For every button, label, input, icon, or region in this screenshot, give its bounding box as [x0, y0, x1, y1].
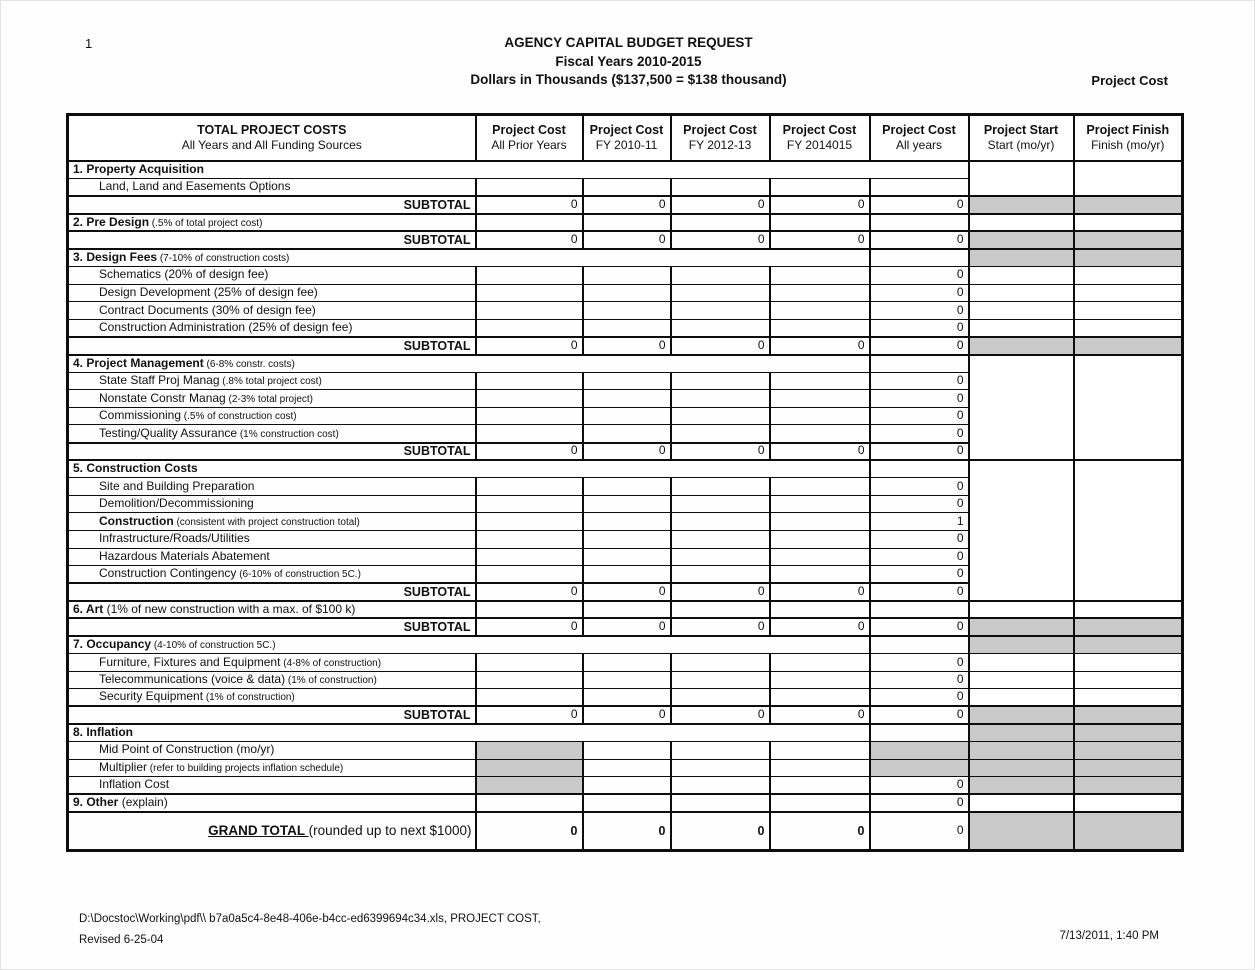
start-cell	[969, 742, 1074, 760]
subtotal-label: SUBTOTAL	[68, 337, 476, 355]
finish-cell	[1074, 654, 1183, 672]
value-cell	[671, 179, 770, 197]
subtotal-label: SUBTOTAL	[68, 618, 476, 636]
value-cell: 0	[671, 337, 770, 355]
table-row	[68, 302, 1183, 320]
document-footer	[79, 909, 541, 951]
value-cell	[583, 284, 671, 302]
value-cell: 0	[671, 583, 770, 601]
start-cell	[969, 267, 1074, 285]
value-cell: 0	[583, 583, 671, 601]
table-row	[68, 777, 1183, 795]
value-cell: 0	[870, 319, 969, 337]
table-row	[68, 812, 1183, 851]
value-cell: 0	[870, 425, 969, 443]
value-cell	[476, 319, 583, 337]
column-header: Project Cost All Prior Years	[476, 115, 583, 162]
value-cell	[583, 267, 671, 285]
table-row	[68, 671, 1183, 689]
subtotal-label: SUBTOTAL	[68, 231, 476, 249]
value-cell: 0	[671, 196, 770, 214]
value-cell	[583, 214, 671, 232]
finish-cell	[1074, 284, 1183, 302]
value-cell	[671, 794, 770, 812]
start-cell	[969, 284, 1074, 302]
value-cell	[671, 390, 770, 408]
table-row	[68, 196, 1183, 214]
value-cell	[671, 372, 770, 390]
finish-cell	[1074, 759, 1183, 777]
value-cell	[770, 566, 870, 584]
value-cell: 0	[870, 566, 969, 584]
value-cell	[476, 407, 583, 425]
value-cell	[671, 777, 770, 795]
finish-cell	[1074, 812, 1183, 851]
table-row	[68, 654, 1183, 672]
value-cell: 0	[476, 812, 583, 851]
value-cell	[476, 390, 583, 408]
value-cell	[770, 214, 870, 232]
table-row	[68, 267, 1183, 285]
value-cell	[583, 372, 671, 390]
start-cell	[969, 460, 1074, 601]
value-cell: 0	[870, 337, 969, 355]
document-header	[1, 34, 1255, 90]
value-cell: 0	[870, 267, 969, 285]
start-cell	[969, 319, 1074, 337]
row-label: Construction Contingency (6-10% of construction 5C.)	[68, 566, 476, 584]
value-cell: 0	[671, 231, 770, 249]
column-header: Project Cost FY 2010-11	[583, 115, 671, 162]
value-cell	[671, 319, 770, 337]
value-cell	[583, 759, 671, 777]
value-cell	[671, 284, 770, 302]
value-cell: 0	[770, 337, 870, 355]
value-cell: 0	[770, 583, 870, 601]
value-cell	[476, 425, 583, 443]
table-row	[68, 284, 1183, 302]
value-cell	[870, 460, 969, 478]
footer-timestamp: 7/13/2011, 1:40 PM	[1059, 930, 1159, 942]
row-label: Security Equipment (1% of construction)	[68, 689, 476, 707]
value-cell	[770, 742, 870, 760]
value-cell: 0	[870, 478, 969, 496]
value-cell	[770, 179, 870, 197]
value-cell	[476, 742, 583, 760]
value-cell	[770, 478, 870, 496]
value-cell	[476, 267, 583, 285]
value-cell	[770, 548, 870, 566]
value-cell	[476, 513, 583, 531]
row-label: Contract Documents (30% of design fee)	[68, 302, 476, 320]
value-cell: 0	[583, 618, 671, 636]
table-row	[68, 636, 1183, 654]
footer-revision: Revised 6-25-04	[79, 934, 164, 946]
value-cell	[583, 179, 671, 197]
value-cell: 0	[870, 689, 969, 707]
section-label: 1. Property Acquisition	[68, 161, 969, 179]
row-label: Design Development (25% of design fee)	[68, 284, 476, 302]
value-cell	[476, 671, 583, 689]
value-cell	[870, 759, 969, 777]
row-label: Mid Point of Construction (mo/yr)	[68, 742, 476, 760]
row-label: 9. Other (explain)	[68, 794, 476, 812]
page-subtitle-units: Dollars in Thousands ($137,500 = $138 thousand)	[470, 72, 787, 87]
value-cell	[583, 513, 671, 531]
value-cell	[770, 689, 870, 707]
finish-cell	[1074, 319, 1183, 337]
table-row	[68, 337, 1183, 355]
start-cell	[969, 654, 1074, 672]
value-cell	[671, 654, 770, 672]
row-label: Construction (consistent with project construction total)	[68, 513, 476, 531]
value-cell: 0	[770, 196, 870, 214]
value-cell	[870, 636, 969, 654]
value-cell: 0	[770, 443, 870, 461]
value-cell: 0	[671, 812, 770, 851]
value-cell: 0	[870, 654, 969, 672]
value-cell: 0	[671, 706, 770, 724]
start-cell	[969, 671, 1074, 689]
value-cell: 0	[476, 337, 583, 355]
section-label: 3. Design Fees (7-10% of construction costs)	[68, 249, 870, 267]
value-cell	[870, 249, 969, 267]
start-cell	[969, 706, 1074, 724]
value-cell: 0	[583, 706, 671, 724]
column-header: Project Cost FY 2012-13	[671, 115, 770, 162]
value-cell	[476, 530, 583, 548]
value-cell	[770, 759, 870, 777]
value-cell	[476, 654, 583, 672]
row-label: 6. Art (1% of new construction with a max. of $100 k)	[68, 601, 476, 619]
value-cell	[671, 548, 770, 566]
value-cell	[770, 601, 870, 619]
table-row	[68, 161, 1183, 179]
value-cell: 0	[870, 390, 969, 408]
row-label: Land, Land and Easements Options	[68, 179, 476, 197]
value-cell	[583, 302, 671, 320]
value-cell	[770, 390, 870, 408]
table-row	[68, 214, 1183, 232]
value-cell	[870, 214, 969, 232]
start-cell	[969, 777, 1074, 795]
row-label: Furniture, Fixtures and Equipment (4-8% of construction)	[68, 654, 476, 672]
value-cell	[583, 425, 671, 443]
start-cell	[969, 231, 1074, 249]
value-cell	[583, 548, 671, 566]
value-cell: 0	[870, 407, 969, 425]
start-cell	[969, 618, 1074, 636]
value-cell: 0	[476, 443, 583, 461]
finish-cell	[1074, 231, 1183, 249]
finish-cell	[1074, 355, 1183, 461]
value-cell	[583, 407, 671, 425]
table-row	[68, 319, 1183, 337]
value-cell: 0	[870, 706, 969, 724]
value-cell	[770, 777, 870, 795]
start-cell	[969, 249, 1074, 267]
start-cell	[969, 601, 1074, 619]
value-cell	[671, 425, 770, 443]
finish-cell	[1074, 214, 1183, 232]
column-header: TOTAL PROJECT COSTS All Years and All Funding Sources	[68, 115, 476, 162]
row-label: Nonstate Constr Manag (2-3% total project)	[68, 390, 476, 408]
start-cell	[969, 214, 1074, 232]
table-row	[68, 724, 1183, 742]
value-cell	[476, 372, 583, 390]
value-cell: 0	[870, 794, 969, 812]
column-header: Project Finish Finish (mo/yr)	[1074, 115, 1183, 162]
column-header: Project Start Start (mo/yr)	[969, 115, 1074, 162]
row-label: Commissioning (.5% of construction cost)	[68, 407, 476, 425]
value-cell	[770, 319, 870, 337]
value-cell	[671, 302, 770, 320]
value-cell: 0	[870, 443, 969, 461]
start-cell	[969, 196, 1074, 214]
value-cell: 0	[770, 706, 870, 724]
table-row	[68, 759, 1183, 777]
finish-cell	[1074, 249, 1183, 267]
table-row	[68, 355, 1183, 373]
value-cell: 1	[870, 513, 969, 531]
finish-cell	[1074, 267, 1183, 285]
row-label: 2. Pre Design (.5% of total project cost)	[68, 214, 476, 232]
value-cell: 0	[870, 196, 969, 214]
subtotal-label: SUBTOTAL	[68, 706, 476, 724]
value-cell	[671, 530, 770, 548]
subtotal-label: SUBTOTAL	[68, 443, 476, 461]
table-row	[68, 618, 1183, 636]
value-cell: 0	[870, 777, 969, 795]
table-row	[68, 249, 1183, 267]
value-cell	[476, 495, 583, 513]
section-label: 8. Inflation	[68, 724, 870, 742]
value-cell	[870, 179, 969, 197]
value-cell	[770, 267, 870, 285]
value-cell: 0	[770, 231, 870, 249]
table-row	[68, 794, 1183, 812]
value-cell: 0	[870, 284, 969, 302]
start-cell	[969, 794, 1074, 812]
value-cell	[476, 478, 583, 496]
row-label: Multiplier (refer to building projects inflation schedule)	[68, 759, 476, 777]
value-cell	[671, 671, 770, 689]
value-cell: 0	[870, 548, 969, 566]
value-cell	[671, 689, 770, 707]
finish-cell	[1074, 337, 1183, 355]
table-row	[68, 231, 1183, 249]
value-cell	[583, 601, 671, 619]
value-cell	[671, 267, 770, 285]
value-cell	[671, 214, 770, 232]
value-cell	[671, 566, 770, 584]
value-cell: 0	[870, 812, 969, 851]
footer-file-path: D:\Docstoc\Working\pdf\\ b7a0a5c4-8e48-406e-b4cc-ed6399694c34.xls, PROJECT COST,	[79, 913, 541, 925]
value-cell	[476, 566, 583, 584]
value-cell: 0	[583, 812, 671, 851]
table-row	[68, 689, 1183, 707]
row-label: Testing/Quality Assurance (1% construction cost)	[68, 425, 476, 443]
budget-table	[66, 113, 1184, 852]
value-cell	[770, 407, 870, 425]
value-cell	[583, 495, 671, 513]
subtotal-label: SUBTOTAL	[68, 196, 476, 214]
value-cell	[870, 724, 969, 742]
row-label: Schematics (20% of design fee)	[68, 267, 476, 285]
column-header: Project Cost FY 2014015	[770, 115, 870, 162]
table-row	[68, 460, 1183, 478]
finish-cell	[1074, 724, 1183, 742]
value-cell	[583, 794, 671, 812]
value-cell	[583, 654, 671, 672]
table-row	[68, 742, 1183, 760]
value-cell	[476, 777, 583, 795]
value-cell	[476, 689, 583, 707]
value-cell	[770, 495, 870, 513]
value-cell	[870, 601, 969, 619]
start-cell	[969, 302, 1074, 320]
section-label: 5. Construction Costs	[68, 460, 870, 478]
row-label: Inflation Cost	[68, 777, 476, 795]
row-label: Demolition/Decommissioning	[68, 495, 476, 513]
value-cell: 0	[770, 618, 870, 636]
subtotal-label: SUBTOTAL	[68, 583, 476, 601]
finish-cell	[1074, 794, 1183, 812]
value-cell: 0	[476, 618, 583, 636]
value-cell	[671, 513, 770, 531]
value-cell	[770, 530, 870, 548]
finish-cell	[1074, 601, 1183, 619]
value-cell: 0	[583, 443, 671, 461]
value-cell	[583, 777, 671, 795]
row-label: Construction Administration (25% of design fee)	[68, 319, 476, 337]
row-label: Telecommunications (voice & data) (1% of construction)	[68, 671, 476, 689]
value-cell: 0	[671, 443, 770, 461]
value-cell: 0	[870, 583, 969, 601]
value-cell: 0	[476, 706, 583, 724]
row-label: Site and Building Preparation	[68, 478, 476, 496]
value-cell	[476, 759, 583, 777]
value-cell	[870, 742, 969, 760]
value-cell	[583, 530, 671, 548]
start-cell	[969, 812, 1074, 851]
grand-total-label: GRAND TOTAL (rounded up to next $1000)	[68, 812, 476, 851]
finish-cell	[1074, 706, 1183, 724]
finish-cell	[1074, 196, 1183, 214]
start-cell	[969, 724, 1074, 742]
value-cell	[671, 742, 770, 760]
value-cell: 0	[870, 530, 969, 548]
start-cell	[969, 759, 1074, 777]
value-cell	[583, 742, 671, 760]
finish-cell	[1074, 777, 1183, 795]
value-cell: 0	[870, 618, 969, 636]
value-cell	[671, 495, 770, 513]
value-cell	[476, 601, 583, 619]
value-cell: 0	[671, 618, 770, 636]
finish-cell	[1074, 689, 1183, 707]
value-cell	[583, 566, 671, 584]
value-cell: 0	[870, 671, 969, 689]
finish-cell	[1074, 671, 1183, 689]
value-cell	[583, 671, 671, 689]
value-cell	[671, 601, 770, 619]
value-cell: 0	[583, 231, 671, 249]
finish-cell	[1074, 460, 1183, 601]
value-cell	[476, 794, 583, 812]
value-cell	[770, 513, 870, 531]
table-row	[68, 601, 1183, 619]
value-cell	[583, 390, 671, 408]
value-cell	[476, 179, 583, 197]
start-cell	[969, 689, 1074, 707]
finish-cell	[1074, 302, 1183, 320]
row-label: Hazardous Materials Abatement	[68, 548, 476, 566]
row-label: Infrastructure/Roads/Utilities	[68, 530, 476, 548]
value-cell	[476, 284, 583, 302]
start-cell	[969, 636, 1074, 654]
value-cell: 0	[583, 196, 671, 214]
table-header-row	[68, 115, 1183, 162]
finish-cell	[1074, 618, 1183, 636]
value-cell	[671, 478, 770, 496]
finish-cell	[1074, 161, 1183, 196]
start-cell	[969, 161, 1074, 196]
value-cell	[671, 407, 770, 425]
project-cost-label: Project Cost	[1091, 73, 1168, 88]
value-cell: 0	[770, 812, 870, 851]
value-cell	[583, 319, 671, 337]
value-cell: 0	[476, 583, 583, 601]
value-cell: 0	[870, 372, 969, 390]
start-cell	[969, 355, 1074, 461]
value-cell: 0	[476, 231, 583, 249]
value-cell: 0	[583, 337, 671, 355]
section-label: 7. Occupancy (4-10% of construction 5C.)	[68, 636, 870, 654]
value-cell	[671, 759, 770, 777]
value-cell	[476, 548, 583, 566]
table-row	[68, 706, 1183, 724]
value-cell	[770, 654, 870, 672]
row-label: State Staff Proj Manag (.8% total project cost)	[68, 372, 476, 390]
value-cell	[870, 355, 969, 373]
value-cell	[583, 689, 671, 707]
value-cell	[770, 372, 870, 390]
value-cell: 0	[870, 302, 969, 320]
start-cell	[969, 337, 1074, 355]
page-subtitle: Fiscal Years 2010-2015	[555, 53, 702, 69]
value-cell: 0	[870, 231, 969, 249]
value-cell	[476, 302, 583, 320]
page-number: 1	[85, 36, 93, 51]
value-cell: 0	[476, 196, 583, 214]
section-label: 4. Project Management (6-8% constr. costs)	[68, 355, 870, 373]
finish-cell	[1074, 742, 1183, 760]
value-cell	[770, 794, 870, 812]
value-cell	[583, 478, 671, 496]
column-header: Project Cost All years	[870, 115, 969, 162]
value-cell	[770, 671, 870, 689]
value-cell	[770, 302, 870, 320]
value-cell	[476, 214, 583, 232]
value-cell	[770, 284, 870, 302]
page-title: AGENCY CAPITAL BUDGET REQUEST	[504, 35, 753, 50]
value-cell	[770, 425, 870, 443]
finish-cell	[1074, 636, 1183, 654]
value-cell: 0	[870, 495, 969, 513]
